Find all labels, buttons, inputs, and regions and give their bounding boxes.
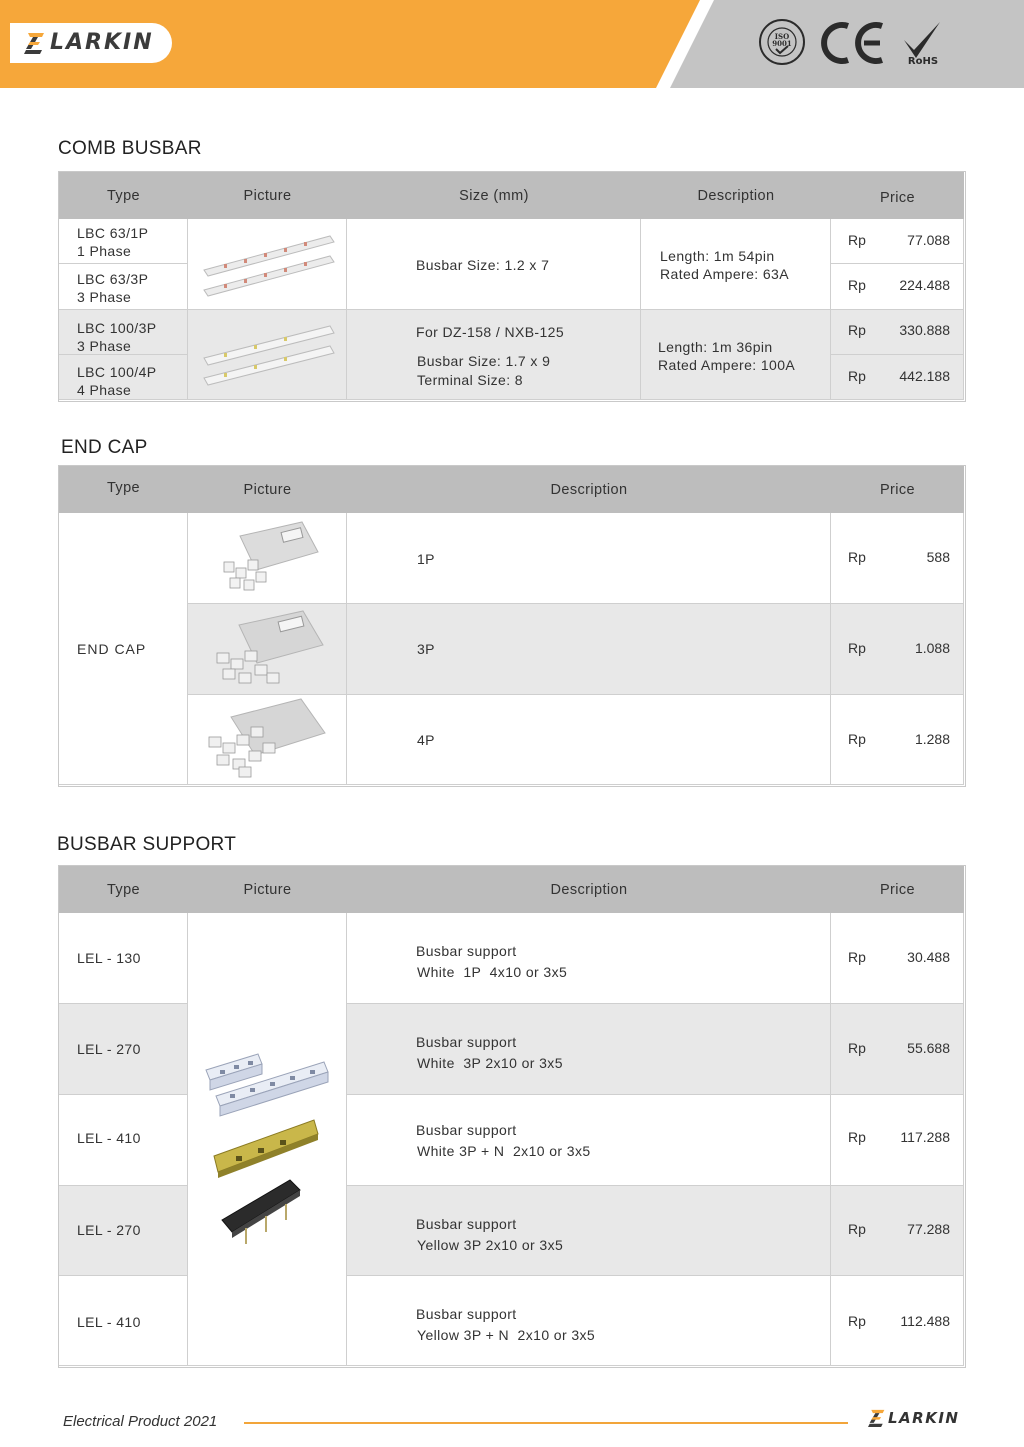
- currency-label: Rp: [848, 1040, 866, 1056]
- comb-type-3: LBC 100/3P 3 Phase: [77, 320, 157, 354]
- end-cap-4p-image: [203, 697, 331, 781]
- footer-logo-icon: [868, 1408, 886, 1428]
- support-type-2: LEL - 270: [77, 1041, 141, 1057]
- support-price-4: 77.288: [907, 1221, 950, 1237]
- support-price-3: 117.288: [900, 1129, 950, 1145]
- end-cap-title: END CAP: [61, 437, 148, 458]
- comb-busbar-1p-3p-image: [198, 228, 338, 302]
- endcap-desc-1: 1P: [417, 551, 435, 567]
- support-header-description: Description: [347, 866, 831, 913]
- comb-header-type: Type: [59, 172, 188, 219]
- comb-type-4: LBC 100/4P 4 Phase: [77, 364, 157, 398]
- comb-type-2: LBC 63/3P 3 Phase: [77, 271, 149, 305]
- endcap-header-description: Description: [347, 466, 831, 513]
- endcap-header-type: Type: [59, 466, 188, 513]
- endcap-price-3: 1.288: [914, 731, 950, 747]
- svg-text:ISO: ISO: [774, 32, 790, 41]
- currency-label: Rp: [848, 1221, 866, 1237]
- endcap-desc-2: 3P: [417, 641, 435, 657]
- support-header-picture: Picture: [188, 866, 347, 913]
- support-type-1: LEL - 130: [77, 950, 141, 966]
- comb-size-group-2-note: For DZ-158 / NXB-125: [416, 324, 565, 340]
- busbar-support-image: [200, 1048, 335, 1248]
- currency-label: Rp: [848, 277, 866, 293]
- comb-busbar-3p-4p-image: [198, 318, 338, 392]
- ce-mark-icon: [820, 20, 886, 66]
- end-cap-3p-image: [205, 607, 330, 691]
- currency-label: Rp: [848, 1313, 866, 1329]
- currency-label: Rp: [848, 368, 866, 384]
- footer-caption: Electrical Product 2021: [63, 1413, 218, 1430]
- support-desc-2-title: Busbar support: [416, 1034, 517, 1050]
- support-desc-3-spec: White 3P + N 2x10 or 3x5: [417, 1143, 591, 1159]
- larkin-logo-icon: [24, 31, 46, 55]
- comb-header-price: Price: [831, 172, 964, 219]
- support-price-1: 30.488: [907, 949, 950, 965]
- support-price-2: 55.688: [907, 1040, 950, 1056]
- comb-header-picture: Picture: [188, 172, 347, 219]
- svg-text:RoHS: RoHS: [907, 56, 939, 66]
- currency-label: Rp: [848, 232, 866, 248]
- endcap-header-picture: Picture: [188, 466, 347, 513]
- support-desc-1-spec: White 1P 4x10 or 3x5: [417, 964, 568, 980]
- comb-busbar-title: COMB BUSBAR: [58, 138, 202, 159]
- support-price-5: 112.488: [900, 1313, 950, 1329]
- support-type-5: LEL - 410: [77, 1314, 141, 1330]
- support-desc-1-title: Busbar support: [416, 943, 517, 959]
- comb-price-3: 330.888: [899, 322, 950, 338]
- brand-logo-text: LARKIN: [50, 30, 154, 55]
- support-desc-4-spec: Yellow 3P 2x10 or 3x5: [417, 1237, 564, 1253]
- comb-header-size: Size (mm): [347, 172, 641, 219]
- page-header: [0, 0, 1024, 88]
- comb-description-group-1: Length: 1m 54pin Rated Ampere: 63A: [660, 248, 789, 282]
- endcap-price-2: 1.088: [914, 640, 950, 656]
- currency-label: Rp: [848, 949, 866, 965]
- comb-size-group-2: Busbar Size: 1.7 x 9 Terminal Size: 8: [417, 353, 551, 388]
- currency-label: Rp: [848, 322, 866, 338]
- comb-type-1: LBC 63/1P 1 Phase: [77, 225, 149, 259]
- currency-label: Rp: [848, 731, 866, 747]
- comb-price-4: 442.188: [899, 368, 950, 384]
- currency-label: Rp: [848, 1129, 866, 1145]
- currency-label: Rp: [848, 549, 866, 565]
- endcap-type: END CAP: [77, 641, 147, 657]
- support-header-price: Price: [831, 866, 964, 913]
- endcap-header-price: Price: [831, 466, 964, 513]
- svg-text:9001: 9001: [772, 39, 792, 48]
- comb-header-description: Description: [641, 172, 831, 219]
- end-cap-1p-image: [210, 518, 325, 598]
- support-desc-5-spec: Yellow 3P + N 2x10 or 3x5: [417, 1327, 596, 1343]
- comb-price-2: 224.488: [899, 277, 950, 293]
- comb-price-1: 77.088: [907, 232, 950, 248]
- footer-brand: LARKIN: [888, 1409, 960, 1427]
- footer-divider: [244, 1422, 848, 1424]
- iso-9001-seal-icon: [758, 18, 806, 66]
- comb-size-group-1: Busbar Size: 1.2 x 7: [416, 257, 550, 273]
- support-type-4: LEL - 270: [77, 1222, 141, 1238]
- support-desc-5-title: Busbar support: [416, 1306, 517, 1322]
- support-header-type: Type: [59, 866, 188, 913]
- busbar-support-title: BUSBAR SUPPORT: [57, 834, 237, 855]
- comb-description-group-2: Length: 1m 36pin Rated Ampere: 100A: [658, 339, 796, 373]
- support-type-3: LEL - 410: [77, 1130, 141, 1146]
- currency-label: Rp: [848, 640, 866, 656]
- support-desc-4-title: Busbar support: [416, 1216, 517, 1232]
- rohs-check-icon: [900, 18, 946, 66]
- endcap-price-1: 588: [926, 549, 950, 565]
- table-cell: [347, 1095, 831, 1186]
- support-desc-2-spec: White 3P 2x10 or 3x5: [417, 1055, 563, 1071]
- endcap-desc-3: 4P: [417, 732, 435, 748]
- support-desc-3-title: Busbar support: [416, 1122, 517, 1138]
